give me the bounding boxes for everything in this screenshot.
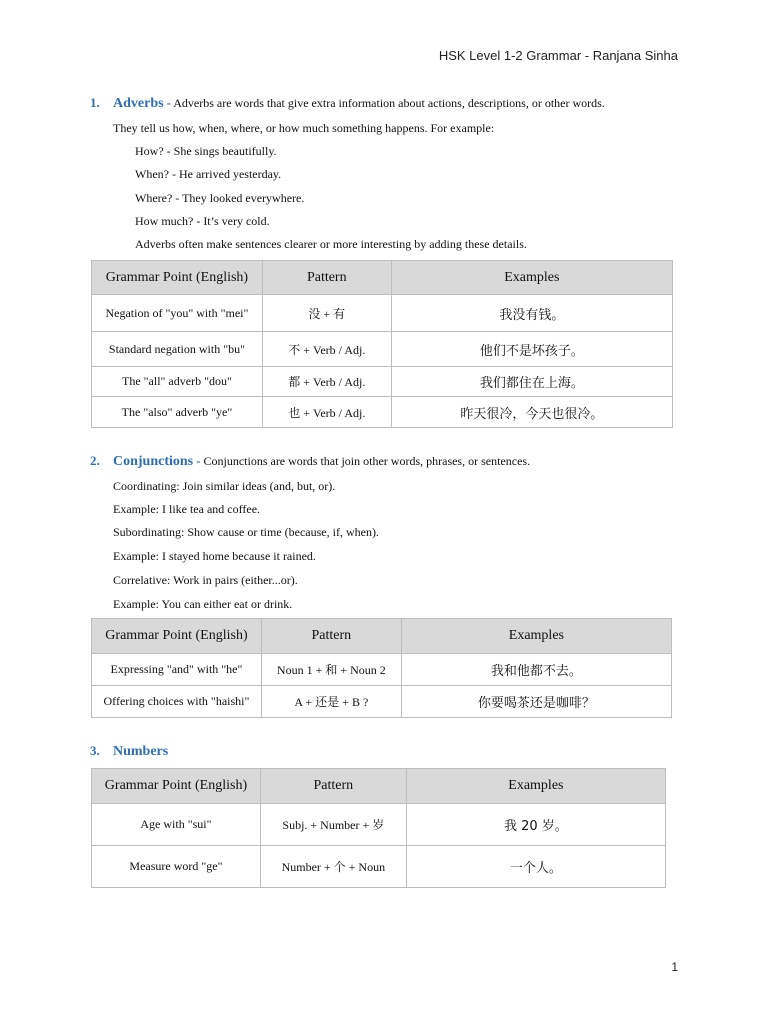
section-heading xyxy=(90,453,530,470)
section-number: 3. xyxy=(90,743,100,758)
example-line: How? - She sings beautifully. xyxy=(135,144,277,158)
grammar-point-cell: The "all" adverb "dou" xyxy=(92,367,263,397)
page-number: 1 xyxy=(671,960,678,974)
paragraph-line: Adverbs often make sentences clearer or more interesting by adding these details. xyxy=(135,237,527,251)
page-header: HSK Level 1-2 Grammar - Ranjana Sinha xyxy=(438,48,678,63)
grammar-point-cell: Age with "sui" xyxy=(92,804,261,846)
column-header-pattern: Pattern xyxy=(261,619,401,654)
grammar-point-cell: The "also" adverb "ye" xyxy=(92,397,263,428)
column-header-examples: Examples xyxy=(406,769,665,804)
pattern-cell: 也 + Verb / Adj. xyxy=(262,397,391,428)
column-header-examples: Examples xyxy=(401,619,671,654)
section-number: 2. xyxy=(90,453,100,468)
pattern-cell: 不 + Verb / Adj. xyxy=(262,332,391,367)
section-description: Conjunctions are words that join other words, phrases, or sentences. xyxy=(203,454,531,468)
pattern-cell: 都 + Verb / Adj. xyxy=(262,367,391,397)
paragraph-line: Coordinating: Join similar ideas (and, but, or). xyxy=(113,479,336,493)
section-conjunctions xyxy=(90,453,530,470)
example-line: How much? - It’s very cold. xyxy=(135,214,270,228)
section-number: 1. xyxy=(90,95,100,110)
table-row xyxy=(92,804,666,846)
section-title: Conjunctions xyxy=(113,454,194,469)
paragraph-line: Correlative: Work in pairs (either...or). xyxy=(113,573,298,587)
pattern-cell: A + 还是 + B ? xyxy=(261,686,401,718)
table-header-row xyxy=(92,261,673,295)
section-heading xyxy=(90,95,605,112)
section-adverbs xyxy=(90,95,605,112)
paragraph-line: Example: I stayed home because it rained. xyxy=(113,549,316,563)
grammar-point-cell: Expressing "and" with "he" xyxy=(92,654,262,686)
column-header-pattern: Pattern xyxy=(260,769,406,804)
table-header-row xyxy=(92,769,666,804)
paragraph-line: Example: I like tea and coffee. xyxy=(113,502,261,516)
example-line: When? - He arrived yesterday. xyxy=(135,167,282,181)
table-row xyxy=(92,367,673,397)
example-cell: 他们不是坏孩子。 xyxy=(391,332,672,367)
example-cell: 昨天很冷，今天也很冷。 xyxy=(391,397,672,428)
table-row xyxy=(92,686,672,718)
example-cell: 一个人。 xyxy=(406,846,665,888)
section-description: Adverbs are words that give extra information about actions, descriptions, or other words. xyxy=(173,96,605,110)
example-cell: 我 20 岁。 xyxy=(406,804,665,846)
column-header-grammar-point: Grammar Point (English) xyxy=(92,619,262,654)
conjunctions-table xyxy=(91,618,672,718)
example-cell: 我和他都不去。 xyxy=(401,654,671,686)
column-header-grammar-point: Grammar Point (English) xyxy=(92,769,261,804)
pattern-cell: 没 + 有 xyxy=(262,295,391,332)
table-row xyxy=(92,332,673,367)
table-header-row xyxy=(92,619,672,654)
pattern-cell: Subj. + Number + 岁 xyxy=(260,804,406,846)
grammar-point-cell: Measure word "ge" xyxy=(92,846,261,888)
grammar-point-cell: Standard negation with "bu" xyxy=(92,332,263,367)
paragraph-line: Subordinating: Show cause or time (because, if, when). xyxy=(113,525,379,539)
section-title: Adverbs xyxy=(113,96,164,111)
table-row xyxy=(92,295,673,332)
example-cell: 我没有钱。 xyxy=(391,295,672,332)
paragraph-line: They tell us how, when, where, or how much something happens. For example: xyxy=(113,121,495,135)
section-title: Numbers xyxy=(113,744,169,759)
column-header-grammar-point: Grammar Point (English) xyxy=(92,261,263,295)
table-row xyxy=(92,846,666,888)
section-heading xyxy=(90,743,168,760)
table-row xyxy=(92,654,672,686)
numbers-table xyxy=(91,768,666,888)
grammar-point-cell: Offering choices with "haishi" xyxy=(92,686,262,718)
example-cell: 我们都住在上海。 xyxy=(391,367,672,397)
section-separator: - xyxy=(166,95,171,110)
column-header-pattern: Pattern xyxy=(262,261,391,295)
pattern-cell: Noun 1 + 和 + Noun 2 xyxy=(261,654,401,686)
grammar-point-cell: Negation of "you" with "mei" xyxy=(92,295,263,332)
column-header-examples: Examples xyxy=(391,261,672,295)
section-separator: - xyxy=(196,453,201,468)
table-row xyxy=(92,397,673,428)
section-numbers xyxy=(90,743,168,760)
paragraph-line: Example: You can either eat or drink. xyxy=(113,597,293,611)
example-cell: 你要喝茶还是咖啡？ xyxy=(401,686,671,718)
pattern-cell: Number + 个 + Noun xyxy=(260,846,406,888)
example-line: Where? - They looked everywhere. xyxy=(135,191,305,205)
adverbs-table xyxy=(91,260,673,428)
